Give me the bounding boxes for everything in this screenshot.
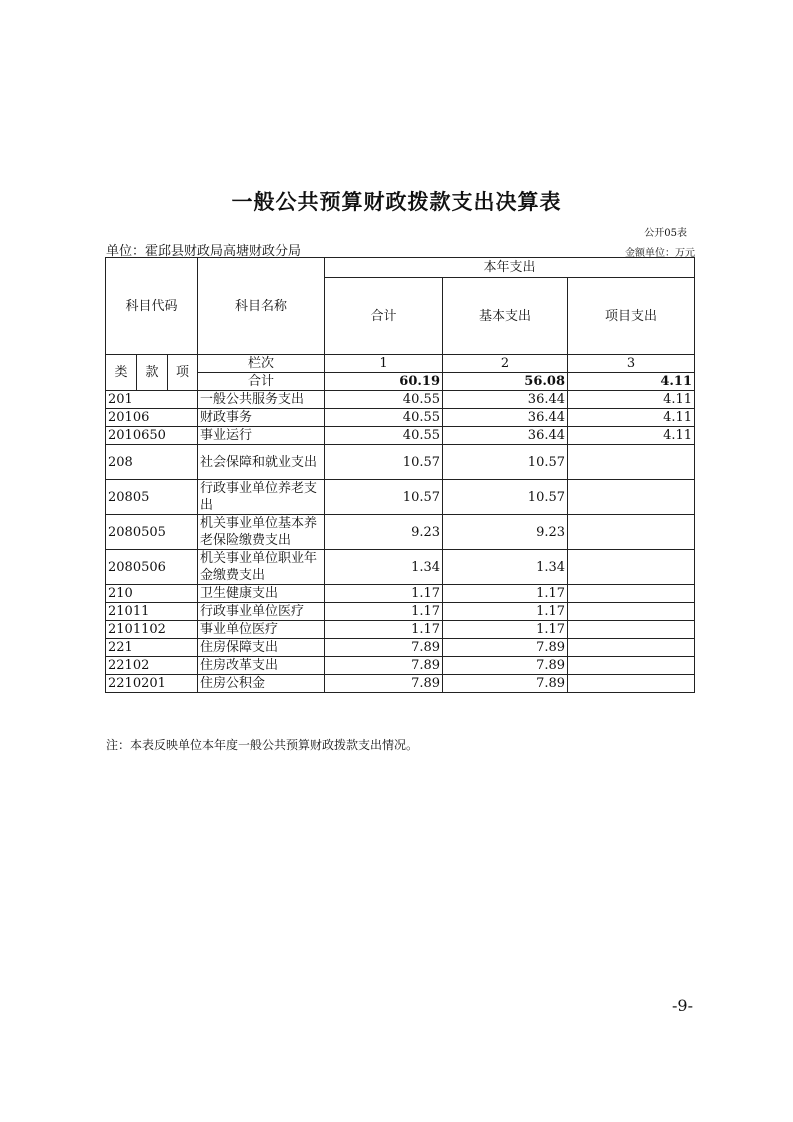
row-name: 住房保障支出 [198, 639, 325, 657]
row-code: 2080505 [106, 515, 198, 550]
expenditure-table [105, 257, 695, 693]
row-code: 210 [106, 585, 198, 603]
row-code: 22102 [106, 657, 198, 675]
row-total: 1.34 [325, 550, 443, 585]
header-total: 合计 [325, 278, 443, 355]
row-basic: 10.57 [443, 480, 568, 515]
row-code: 2010650 [106, 427, 198, 445]
table-row [106, 603, 695, 621]
row-code: 2101102 [106, 621, 198, 639]
table-row [106, 657, 695, 675]
row-basic: 10.57 [443, 445, 568, 480]
row-name: 社会保障和就业支出 [198, 445, 325, 480]
col-index-3: 3 [568, 355, 695, 373]
row-project [568, 515, 695, 550]
header-xiang: 项 [168, 355, 198, 391]
row-basic: 1.17 [443, 603, 568, 621]
row-total: 1.17 [325, 585, 443, 603]
row-name: 财政事务 [198, 409, 325, 427]
row-basic: 7.89 [443, 657, 568, 675]
row-basic: 1.17 [443, 621, 568, 639]
row-name: 一般公共服务支出 [198, 391, 325, 409]
sum-total: 60.19 [325, 373, 443, 391]
row-project [568, 675, 695, 693]
header-this-year: 本年支出 [325, 258, 695, 278]
row-name: 行政事业单位医疗 [198, 603, 325, 621]
header-lanci: 栏次 [198, 355, 325, 373]
row-total: 7.89 [325, 639, 443, 657]
row-name: 机关事业单位基本养老保险缴费支出 [198, 515, 325, 550]
table-row [106, 427, 695, 445]
row-basic: 9.23 [443, 515, 568, 550]
row-total: 40.55 [325, 427, 443, 445]
col-index-1: 1 [325, 355, 443, 373]
row-project [568, 657, 695, 675]
header-project: 项目支出 [568, 278, 695, 355]
header-code: 科目代码 [106, 258, 198, 355]
row-code: 20106 [106, 409, 198, 427]
row-name: 卫生健康支出 [198, 585, 325, 603]
row-code: 208 [106, 445, 198, 480]
table-row [106, 639, 695, 657]
table-row [106, 445, 695, 480]
row-project: 4.11 [568, 391, 695, 409]
row-project: 4.11 [568, 427, 695, 445]
row-total: 7.89 [325, 657, 443, 675]
table-row [106, 409, 695, 427]
row-code: 2080506 [106, 550, 198, 585]
row-project [568, 621, 695, 639]
row-basic: 36.44 [443, 391, 568, 409]
row-name: 事业运行 [198, 427, 325, 445]
table-row [106, 480, 695, 515]
col-index-2: 2 [443, 355, 568, 373]
row-basic: 36.44 [443, 427, 568, 445]
row-basic: 1.17 [443, 585, 568, 603]
row-name: 住房改革支出 [198, 657, 325, 675]
header-name: 科目名称 [198, 258, 325, 355]
row-name: 事业单位医疗 [198, 621, 325, 639]
sum-basic: 56.08 [443, 373, 568, 391]
row-total: 1.17 [325, 621, 443, 639]
row-basic: 1.34 [443, 550, 568, 585]
sum-project: 4.11 [568, 373, 695, 391]
table-row [106, 515, 695, 550]
row-total: 10.57 [325, 445, 443, 480]
table-note: 注：本表反映单位本年度一般公共预算财政拨款支出情况。 [106, 738, 419, 752]
unit-label: 单位：霍邱县财政局高塘财政分局 [106, 244, 302, 259]
table-row [106, 621, 695, 639]
row-total: 9.23 [325, 515, 443, 550]
sum-label: 合计 [198, 373, 325, 391]
row-project [568, 585, 695, 603]
header-basic: 基本支出 [443, 278, 568, 355]
header-lei: 类 [106, 355, 137, 391]
row-project [568, 639, 695, 657]
table-row [106, 391, 695, 409]
row-project [568, 603, 695, 621]
row-basic: 7.89 [443, 675, 568, 693]
row-basic: 7.89 [443, 639, 568, 657]
row-name: 行政事业单位养老支出 [198, 480, 325, 515]
row-basic: 36.44 [443, 409, 568, 427]
page-number: -9- [672, 996, 693, 1015]
row-name: 机关事业单位职业年金缴费支出 [198, 550, 325, 585]
row-total: 1.17 [325, 603, 443, 621]
header-kuan: 款 [137, 355, 168, 391]
row-project [568, 480, 695, 515]
row-code: 21011 [106, 603, 198, 621]
row-code: 201 [106, 391, 198, 409]
row-project [568, 550, 695, 585]
row-project [568, 445, 695, 480]
table-row [106, 675, 695, 693]
row-code: 221 [106, 639, 198, 657]
row-project: 4.11 [568, 409, 695, 427]
row-code: 2210201 [106, 675, 198, 693]
table-row [106, 550, 695, 585]
row-code: 20805 [106, 480, 198, 515]
form-number: 公开05表 [644, 228, 687, 239]
row-name: 住房公积金 [198, 675, 325, 693]
row-total: 40.55 [325, 391, 443, 409]
page-title: 一般公共预算财政拨款支出决算表 [231, 190, 562, 214]
money-unit-label: 金额单位：万元 [625, 248, 695, 259]
table-row [106, 585, 695, 603]
row-total: 10.57 [325, 480, 443, 515]
row-total: 7.89 [325, 675, 443, 693]
row-total: 40.55 [325, 409, 443, 427]
